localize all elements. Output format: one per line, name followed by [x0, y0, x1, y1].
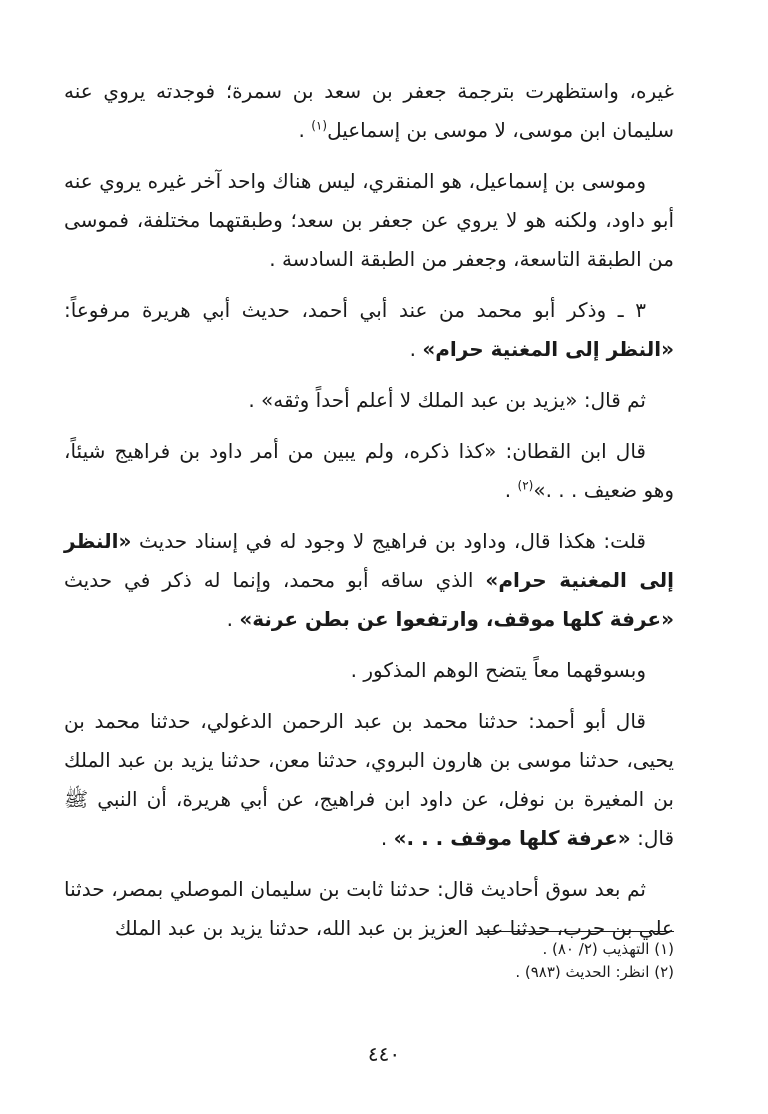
- paragraph-4: ثم قال: «يزيد بن عبد الملك لا أعلم أحداً وثقه» .: [248, 388, 646, 412]
- footnote-ref-1: (١): [311, 118, 328, 133]
- paragraph-6-text: قلت: هكذا قال، وداود بن فراهيج لا وجود له في إسناد حديث: [131, 529, 646, 553]
- paragraph-3: [64, 291, 674, 369]
- footnote-2: (٢) انظر: الحديث (٩٨٣) .: [515, 963, 674, 981]
- footnote-1: (١) التهذيب (٢/ ٨٠) .: [542, 940, 674, 958]
- paragraph-5-text: قال ابن القطان: «كذا ذكره، ولم يبين من أمر داود بن فراهيج شيئاً، وهو ضعيف . . .»: [64, 439, 674, 502]
- paragraph-7: وبسوقهما معاً يتضح الوهم المذكور .: [350, 658, 646, 682]
- page-number: ٤٤٠: [367, 1042, 401, 1066]
- paragraph-1-end: .: [298, 118, 312, 142]
- hadith-quote: «عرفة كلها موقف . . .»: [393, 826, 631, 850]
- paragraph-6: [64, 522, 674, 639]
- paragraph-8-end: .: [380, 826, 394, 850]
- hadith-quote: «النظر إلى المغنية حرام»: [64, 529, 674, 592]
- footnote-divider: [484, 931, 674, 932]
- footnote-ref-2: (٢): [517, 478, 534, 493]
- paragraph-6-text-2: الذي ساقه أبو محمد، وإنما له ذكر في حديث: [64, 568, 486, 592]
- paragraph-1-text: غيره، واستظهرت بترجمة جعفر بن سعد بن سمرة؛ فوجدته يروي عنه سليمان ابن موسى، لا موسى بن إسماعيل: [64, 79, 674, 142]
- paragraph-9: ثم بعد سوق أحاديث قال: حدثنا ثابت بن سليمان الموصلي بمصر، حدثنا علي بن حرب، حدثنا عبد العزيز بن عبد الله، حدثنا يزيد بن عبد الملك: [64, 877, 674, 940]
- paragraph-3-end: .: [409, 337, 423, 361]
- paragraph-6-end: .: [226, 607, 240, 631]
- paragraph-3-text: ٣ ـ وذكر أبو محمد من عند أبي أحمد، حديث أبي هريرة مرفوعاً:: [64, 298, 646, 322]
- paragraph-5-end: .: [504, 478, 518, 502]
- hadith-quote: «عرفة كلها موقف، وارتفعوا عن بطن عرنة»: [239, 607, 674, 631]
- paragraph-5: [64, 432, 674, 510]
- paragraph-2: وموسى بن إسماعيل، هو المنقري، ليس هناك واحد آخر غيره يروي عنه أبو داود، ولكنه هو لا يروي عن جعفر بن سعد؛ وطبقتهما مختلفة، فموسى من الطبقة التاسعة، وجعفر من الطبقة السادسة .: [64, 169, 674, 271]
- paragraph-8: [64, 702, 674, 858]
- paragraph-8-text: قال أبو أحمد: حدثنا محمد بن عبد الرحمن الدغولي، حدثنا محمد بن يحيى، حدثنا موسى بن هارون البروي، حدثنا معن، حدثنا يزيد بن عبد الملك بن المغيرة بن نوفل، عن داود ابن فراهيج، عن أبي هريرة، أن النبي ﷺ قال:: [64, 709, 674, 850]
- hadith-quote: «النظر إلى المغنية حرام»: [422, 337, 674, 361]
- footnotes: [64, 938, 674, 984]
- main-text: [64, 72, 674, 960]
- paragraph-1: [64, 72, 674, 150]
